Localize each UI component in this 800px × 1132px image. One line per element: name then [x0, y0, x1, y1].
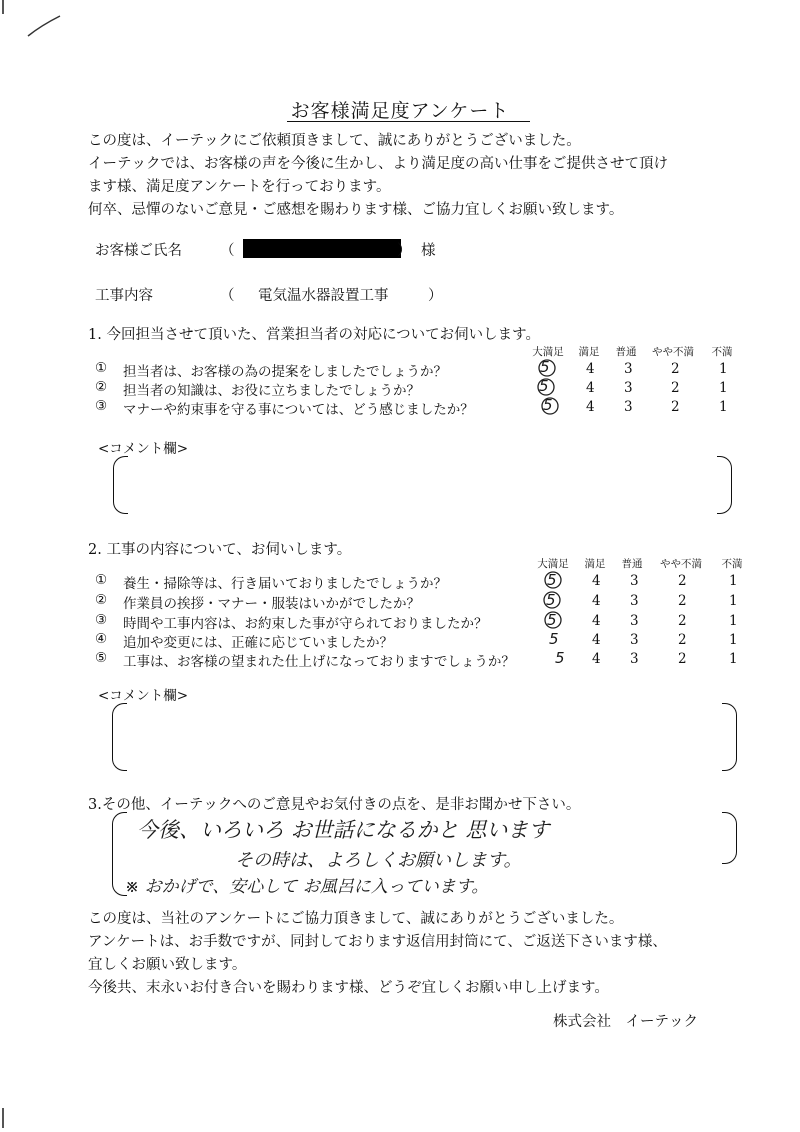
- scan-mark: [2, 0, 4, 14]
- score-option: 4: [586, 361, 595, 377]
- section1-heading: 1. 今回担当させて頂いた、営業担当者の対応についてお伺いします。: [88, 327, 540, 343]
- question-number: ④: [95, 631, 108, 647]
- score-option: 1: [719, 361, 728, 377]
- handwritten-answer: 5: [555, 649, 565, 667]
- score-option: 2: [678, 651, 687, 667]
- closing-line: 宜しくお願い致します。: [88, 957, 247, 973]
- handwritten-answer: 5: [549, 630, 559, 648]
- handwritten-circled-answer: 5: [546, 591, 556, 609]
- score-option: 3: [630, 632, 639, 648]
- intro-line: 何卒、忌憚のないご意見・ご感想を賜わります様、ご協力宜しくお願い致します。: [88, 202, 624, 218]
- section1-comment-label: <コメント欄>: [98, 441, 189, 457]
- customer-open-paren: （: [220, 243, 235, 259]
- comment-box-left-bracket: [112, 703, 127, 771]
- question-number: ①: [95, 572, 108, 588]
- question-text: 作業員の挨拶・マナー・服装はいかがでしたか？: [123, 596, 420, 612]
- scale-label-somewhat-dissatisfied: やや不満: [652, 346, 694, 358]
- question-number: ③: [95, 612, 108, 628]
- page-title: お客様満足度アンケート: [290, 100, 510, 122]
- score-option: 1: [729, 573, 738, 589]
- score-option: 2: [671, 399, 680, 415]
- scale-label-somewhat-dissatisfied: やや不満: [660, 558, 702, 570]
- section2-heading: 2. 工事の内容について、お伺いします。: [88, 542, 352, 558]
- answer-circle-marks: [534, 356, 564, 418]
- answer-circle-marks: [539, 568, 573, 634]
- score-option: 3: [624, 399, 633, 415]
- score-option: 4: [586, 399, 595, 415]
- question-number: ③: [95, 398, 108, 414]
- intro-line: この度は、イーテックにご依頼頂きまして、誠にありがとうございました。: [88, 133, 581, 149]
- title-underline: [287, 121, 530, 122]
- score-option: 4: [592, 573, 601, 589]
- score-option: 1: [729, 593, 738, 609]
- question-number: ⑤: [95, 650, 108, 666]
- question-text: マナーや約束事を守る事については、どう感じましたか？: [123, 402, 474, 418]
- comment-box-left-bracket: [113, 456, 128, 514]
- score-option: 1: [719, 399, 728, 415]
- handwritten-circled-answer: 5: [540, 358, 550, 376]
- scale-label-very-satisfied: 大満足: [537, 558, 569, 570]
- score-option: 2: [671, 361, 680, 377]
- closing-line: 今後共、末永いお付き合いを賜わります様、どうぞ宜しくお願い申し上げます。: [88, 980, 609, 996]
- question-text: 時間や工事内容は、お約束した事が守られておりましたか？: [123, 616, 488, 632]
- handwritten-comment-line: 今後、いろいろ お世話になるかと 思います: [137, 818, 550, 842]
- score-option: 2: [678, 632, 687, 648]
- score-option: 1: [729, 613, 738, 629]
- section3-heading: 3.その他、イーテックへのご意見やお気付きの点を、是非お聞かせ下さい。: [88, 797, 581, 813]
- intro-line: ます様、満足度アンケートを行っております。: [88, 179, 391, 195]
- question-text: 工事は、お客様の望まれた仕上げになっておりますでしょうか？: [123, 654, 515, 670]
- scan-mark: [2, 1108, 4, 1128]
- customer-name-label: お客様ご氏名: [95, 243, 182, 259]
- score-option: 4: [592, 593, 601, 609]
- score-option: 4: [592, 613, 601, 629]
- scale-label-dissatisfied: 不満: [711, 346, 733, 358]
- work-content-value: 電気温水器設置工事: [258, 288, 389, 304]
- score-option: 3: [630, 573, 639, 589]
- pen-stroke-mark: [26, 14, 62, 40]
- score-option: 1: [729, 651, 738, 667]
- question-text: 担当者の知識は、お役に立ちましたでしょうか？: [123, 383, 420, 399]
- handwritten-comment-line: ※ おかげで、安心して お風呂に入っています。: [125, 877, 489, 897]
- question-number: ②: [95, 592, 108, 608]
- section1-scale-header: [0, 344, 800, 358]
- closing-line: この度は、当社のアンケートにご協力頂きまして、誠にありがとうございました。: [88, 911, 624, 927]
- work-open-paren: （: [220, 288, 235, 304]
- intro-paragraph: [88, 130, 668, 222]
- intro-line: イーテックでは、お客様の声を今後に生かし、より満足度の高い仕事をご提供させて頂け: [88, 156, 668, 172]
- customer-close-paren: ）: [397, 243, 412, 259]
- comment-box-right-bracket: [717, 456, 732, 514]
- score-option: 3: [630, 613, 639, 629]
- question-text: 追加や変更には、正確に応じていましたか？: [123, 635, 393, 651]
- scale-label-very-satisfied: 大満足: [532, 346, 564, 358]
- score-option: 3: [624, 361, 633, 377]
- score-option: 1: [729, 632, 738, 648]
- closing-line: アンケートは、お手数ですが、同封しております返信用封筒にて、ご返送下さいます様、: [88, 934, 667, 950]
- comment-box-right-bracket: [722, 703, 737, 771]
- closing-paragraph: [88, 908, 667, 1000]
- handwritten-circled-answer: 5: [547, 611, 557, 629]
- score-option: 3: [630, 651, 639, 667]
- scale-label-satisfied: 満足: [584, 558, 606, 570]
- redacted-customer-name: [243, 239, 401, 258]
- company-name: 株式会社 イーテック: [553, 1014, 698, 1030]
- handwritten-comment-line: その時は、よろしくお願いします。: [235, 850, 522, 871]
- handwritten-circled-answer: 5: [547, 571, 557, 589]
- question-number: ②: [95, 379, 108, 395]
- score-option: 2: [678, 613, 687, 629]
- question-text: 担当者は、お客様の為の提案をしましたでしょうか？: [123, 364, 447, 380]
- question-number: ①: [95, 360, 108, 376]
- work-content-label: 工事内容: [95, 288, 153, 304]
- question-text: 養生・掃除等は、行き届いておりましたでしょうか？: [123, 576, 447, 592]
- score-option: 2: [678, 593, 687, 609]
- score-option: 3: [630, 593, 639, 609]
- score-option: 4: [592, 632, 601, 648]
- section2-comment-label: <コメント欄>: [98, 688, 189, 704]
- comment-box-right-bracket: [722, 812, 737, 864]
- scale-label-dissatisfied: 不満: [721, 558, 743, 570]
- score-option: 4: [586, 380, 595, 396]
- handwritten-circled-answer: 5: [539, 377, 549, 395]
- work-close-paren: ）: [428, 288, 443, 304]
- customer-suffix: 様: [421, 243, 436, 259]
- handwritten-circled-answer: 5: [543, 396, 553, 414]
- score-option: 1: [719, 380, 728, 396]
- scale-label-neutral: 普通: [621, 558, 643, 570]
- scale-label-neutral: 普通: [615, 346, 637, 358]
- score-option: 2: [678, 573, 687, 589]
- score-option: 3: [624, 380, 633, 396]
- score-option: 2: [671, 380, 680, 396]
- score-option: 4: [592, 651, 601, 667]
- section2-scale-header: [0, 556, 800, 570]
- scale-label-satisfied: 満足: [578, 346, 600, 358]
